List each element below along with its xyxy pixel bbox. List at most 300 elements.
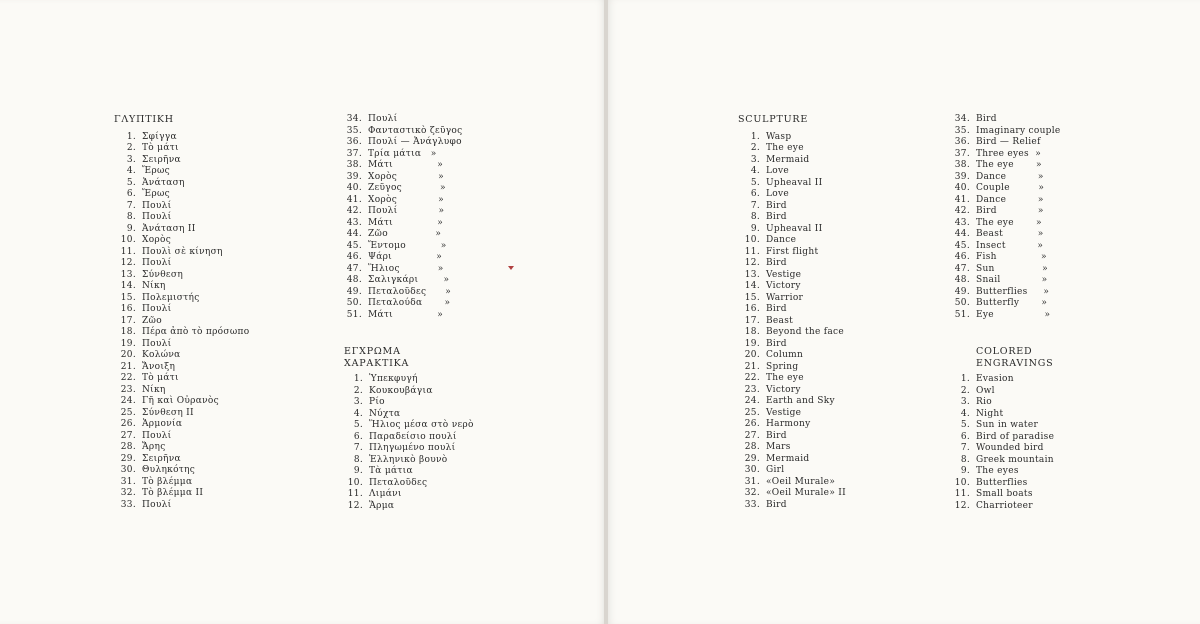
list-item [948,264,1061,276]
item-number: 32. [744,488,760,499]
item-title: Bird [766,212,787,223]
item-number: 23. [120,384,136,395]
item-number: 42. [346,206,362,216]
item-title: Fish » [976,252,1047,262]
item-number: 47. [346,263,362,274]
list-item [114,316,249,328]
item-number: 8. [126,212,136,223]
list-item [114,224,249,236]
item-number: 37. [346,148,362,159]
list-item [738,178,846,190]
list-item [340,206,463,218]
item-number: 33. [120,499,136,510]
list-item [114,281,249,293]
item-number: 31. [744,476,760,487]
item-number: 6. [960,431,970,442]
item-number: 39. [346,171,362,182]
list-item [948,397,1054,409]
item-title: Ἑλληνικὸ βουνὸ [369,454,448,465]
list-item [948,466,1054,478]
item-title: Λιμάνι [369,489,402,500]
item-number: 6. [750,189,760,200]
list-item [114,396,249,408]
item-title: Bird [766,499,787,510]
item-title: Μάτι » [368,217,444,228]
item-title: Greek mountain [976,454,1054,465]
list-item [948,137,1061,149]
item-title: Πέρα ἀπὸ τὸ πρόσωπο [142,327,250,338]
item-title: Νίκη [142,384,166,395]
item-number: 37. [954,148,970,159]
list-item [341,489,474,501]
item-number: 30. [744,465,760,476]
english-engravings-column [954,346,1055,512]
item-title: Γῆ καὶ Οὐρανὸς [142,396,219,407]
item-title: Νύχτα [369,408,401,419]
item-number: 45. [954,240,970,251]
list-item [114,442,249,454]
list-item [341,466,474,478]
list-item [341,374,474,386]
right-page-english [607,0,1200,624]
list-item [948,172,1061,184]
list-item [114,477,249,489]
greek-engravings-column [344,346,474,512]
item-number: 49. [954,286,970,297]
item-title: Victory [766,384,801,395]
item-title: Warrior [766,292,804,303]
list-item [114,339,249,351]
list-item [948,218,1061,230]
item-title: Ὑπεκφυγή [369,374,418,385]
list-item [948,501,1054,513]
item-number: 14. [120,281,136,292]
list-item [738,465,846,477]
item-title: Τὸ βλέμμα [142,476,193,487]
item-title: Πουλί [142,258,172,269]
item-number: 1. [353,374,363,385]
item-title: «Oeil Murale» [766,476,836,487]
item-number: 36. [346,137,362,147]
list-item [114,350,249,362]
list-item [948,149,1061,161]
item-title: Πεταλούδα » [368,298,451,308]
item-number: 7. [960,443,970,454]
item-number: 28. [744,442,760,453]
item-title: Μάτι » [368,309,444,320]
list-item [948,409,1054,421]
item-title: Bird — Relief [976,137,1041,147]
item-number: 19. [120,338,136,349]
list-item [738,500,846,512]
item-title: Πεταλοῦδες [369,477,428,488]
list-item [948,252,1061,264]
list-item [738,304,846,316]
item-title: Σαλιγκάρι » [368,275,450,285]
item-title: Owl [976,385,995,396]
list-item [948,160,1061,172]
item-number: 32. [120,488,136,499]
item-title: Τὸ βλέμμα ΙΙ [142,488,204,499]
item-title: Mermaid [766,154,810,165]
item-title: Πουλί [142,338,172,349]
list-item [341,432,474,444]
list-item [341,420,474,432]
item-title: Πουλί » [368,206,445,216]
item-title: Beast » [976,229,1044,239]
list-item [738,327,846,339]
list-item [340,275,463,287]
item-number: 2. [353,385,363,396]
item-title: The eye » [976,217,1042,228]
item-number: 5. [126,177,136,188]
item-title: Ἔρως [142,166,170,177]
list-item [341,443,474,455]
item-number: 13. [120,269,136,280]
item-number: 30. [120,465,136,476]
item-title: Πουλί — Ἀνάγλυφο [368,137,462,147]
item-number: 49. [346,286,362,297]
list-item [114,132,249,144]
item-number: 46. [954,252,970,262]
list-item [340,287,463,299]
item-title: Μάτι » [368,160,444,170]
item-number: 43. [954,217,970,228]
item-number: 12. [954,500,970,511]
item-number: 50. [954,298,970,308]
list-item [948,287,1061,299]
item-title: Rio [976,397,992,408]
english-sculpture-list-b [948,114,1061,321]
list-item [948,241,1061,253]
item-title: Upheaval II [766,177,823,188]
item-title: The eye [766,373,804,384]
item-title: Mermaid [766,453,810,464]
list-item [948,489,1054,501]
item-title: Πουλί [368,114,398,124]
item-number: 27. [120,430,136,441]
item-number: 17. [744,315,760,326]
list-item [948,298,1061,310]
list-item [114,500,249,512]
item-number: 8. [960,454,970,465]
list-item [738,488,846,500]
list-item [341,397,474,409]
item-number: 19. [744,338,760,349]
item-number: 48. [954,275,970,285]
item-title: Mars [766,442,791,453]
item-title: Couple » [976,183,1045,193]
english-sculpture-heading: SCULPTURE [738,114,809,125]
item-number: 7. [126,200,136,211]
item-number: 12. [744,258,760,269]
list-item [340,298,463,310]
item-number: 18. [744,327,760,338]
list-item [340,310,463,322]
list-item [738,235,846,247]
item-title: Ζεῦγος » [368,183,446,193]
item-title: Insect » [976,240,1044,251]
item-title: Ἀνάταση [142,177,185,188]
list-item [114,178,249,190]
item-number: 40. [346,183,362,193]
list-item [948,420,1054,432]
item-title: Σειρῆνα [142,154,181,165]
list-item [114,212,249,224]
list-item [340,195,463,207]
list-item [341,455,474,467]
list-item [738,362,846,374]
list-item [738,258,846,270]
item-number: 48. [346,275,362,285]
item-title: Πουλί [142,304,172,315]
english-engravings-list [948,374,1054,512]
greek-engravings-heading: ΕΓΧΡΩΜΑ ΧΑΡΑΚΤΙΚΑ [344,346,410,369]
item-title: Ἄρης [142,442,166,453]
item-title: Three eyes » [976,148,1042,159]
list-item [340,264,463,276]
item-title: Wasp [766,131,792,142]
item-number: 10. [347,477,363,488]
item-title: Night [976,408,1004,419]
list-item [738,281,846,293]
greek-sculpture-list-a [114,132,249,512]
item-number: 25. [120,407,136,418]
item-title: «Oeil Murale» II [766,488,846,499]
list-item [114,235,249,247]
item-number: 41. [954,194,970,205]
item-number: 2. [750,143,760,154]
list-item [340,149,463,161]
item-title: Love [766,166,790,177]
list-item [114,431,249,443]
item-number: 35. [346,125,362,136]
item-title: Ἁρμονία [142,419,183,430]
item-title: Love [766,189,790,200]
item-number: 29. [744,453,760,464]
item-number: 8. [750,212,760,223]
item-number: 8. [353,454,363,465]
list-item [114,304,249,316]
list-item [738,155,846,167]
item-title: Χορὸς » [368,171,444,182]
item-number: 44. [346,229,362,239]
item-number: 26. [120,419,136,430]
item-title: Σύνθεση [142,269,184,280]
item-number: 35. [954,125,970,136]
item-number: 22. [120,373,136,384]
item-number: 11. [347,489,363,500]
item-title: Bird » [976,206,1044,216]
item-number: 12. [347,500,363,511]
item-title: Τὰ μάτια [369,466,413,477]
item-title: The eyes [976,466,1019,477]
item-title: The eye » [976,160,1042,170]
item-title: Vestige [766,407,802,418]
item-number: 20. [120,350,136,361]
item-number: 1. [960,374,970,385]
list-item [948,195,1061,207]
item-number: 13. [744,269,760,280]
item-number: 14. [744,281,760,292]
list-item [948,455,1054,467]
list-item [738,477,846,489]
item-number: 16. [744,304,760,315]
item-number: 20. [744,350,760,361]
list-item [340,172,463,184]
item-number: 31. [120,476,136,487]
item-title: Πολεμιστής [142,292,200,303]
list-item [738,339,846,351]
item-title: Eye » [976,309,1051,320]
list-item [114,189,249,201]
list-item [948,126,1061,138]
greek-engravings-list [341,374,474,512]
item-title: Spring [766,361,799,372]
item-title: Φανταστικὸ ζεῦγος [368,125,463,136]
item-number: 16. [120,304,136,315]
item-number: 3. [353,397,363,408]
list-item [340,114,463,126]
item-title: Χορὸς » [368,194,444,205]
list-item [341,501,474,513]
item-number: 43. [346,217,362,228]
item-number: 11. [120,246,136,257]
list-item [114,155,249,167]
item-title: Bird [766,338,787,349]
list-item [738,350,846,362]
item-number: 5. [750,177,760,188]
list-item [738,408,846,420]
item-title: Ἔρως [142,189,170,200]
list-item [738,454,846,466]
item-number: 45. [346,240,362,251]
item-number: 42. [954,206,970,216]
list-item [948,183,1061,195]
list-item [340,137,463,149]
item-title: Ψάρι » [368,252,443,262]
item-number: 26. [744,419,760,430]
list-item [738,316,846,328]
list-item [948,432,1054,444]
item-number: 15. [744,292,760,303]
list-item [341,478,474,490]
list-item [948,229,1061,241]
item-title: Ἥλιος » [368,263,444,274]
list-item [114,247,249,259]
item-number: 51. [954,309,970,320]
item-number: 6. [126,189,136,200]
item-number: 51. [346,309,362,320]
english-sculpture-list-a [738,132,846,512]
item-number: 25. [744,407,760,418]
item-number: 12. [120,258,136,269]
list-item [114,201,249,213]
item-title: Ἔντομο » [368,240,447,251]
item-number: 1. [126,131,136,142]
list-item [738,442,846,454]
item-number: 6. [353,431,363,442]
list-item [341,386,474,398]
list-item [340,241,463,253]
item-number: 5. [960,420,970,431]
item-number: 9. [353,466,363,477]
item-number: 38. [346,160,362,170]
greek-sculpture-list-b [340,114,463,321]
list-item [114,258,249,270]
item-title: Πεταλοῦδες » [368,286,452,297]
item-title: Bird [766,304,787,315]
item-number: 9. [750,223,760,234]
item-title: Charrioteer [976,500,1033,511]
item-number: 9. [126,223,136,234]
item-title: Πουλί [142,200,172,211]
list-item [948,114,1061,126]
list-item [738,247,846,259]
item-title: Sun » [976,263,1048,274]
item-title: Νίκη [142,281,166,292]
item-title: Bird [766,258,787,269]
item-number: 38. [954,160,970,170]
item-number: 2. [126,143,136,154]
item-title: Κουκουβάγια [369,385,433,396]
item-title: Harmony [766,419,811,430]
list-item [738,270,846,282]
list-item [948,386,1054,398]
greek-sculpture-column-2 [340,114,463,321]
item-title: Dance [766,235,797,246]
item-number: 4. [353,408,363,419]
item-number: 3. [750,154,760,165]
list-item [114,385,249,397]
list-item [340,160,463,172]
item-number: 4. [750,166,760,177]
item-title: Imaginary couple [976,125,1061,136]
item-number: 3. [960,397,970,408]
list-item [738,132,846,144]
item-title: Θυληκότης [142,465,196,476]
item-number: 41. [346,194,362,205]
item-title: Sun in water [976,420,1039,431]
list-item [738,224,846,236]
item-number: 36. [954,137,970,147]
item-title: Κολώνα [142,350,181,361]
item-title: Ἀνάταση ΙΙ [142,223,196,234]
item-title: Πουλὶ σὲ κίνηση [142,246,223,257]
item-title: Bird [766,200,787,211]
item-title: Wounded bird [976,443,1044,454]
item-title: Σειρῆνα [142,453,181,464]
list-item [114,465,249,477]
list-item [340,126,463,138]
item-number: 29. [120,453,136,464]
list-item [114,408,249,420]
list-item [114,166,249,178]
item-title: Σφίγγα [142,131,177,142]
item-title: The eye [766,143,804,154]
list-item [114,373,249,385]
item-title: Τρία μάτια » [368,148,437,159]
item-title: Butterflies » [976,286,1050,297]
english-sculpture-column-2 [948,114,1061,321]
english-sculpture-column-1 [738,114,846,511]
item-number: 40. [954,183,970,193]
item-number: 5. [353,420,363,431]
item-title: Πουλί [142,212,172,223]
item-title: Τὸ μάτι [142,143,179,154]
item-title: Πουλί [142,430,172,441]
list-item [340,252,463,264]
